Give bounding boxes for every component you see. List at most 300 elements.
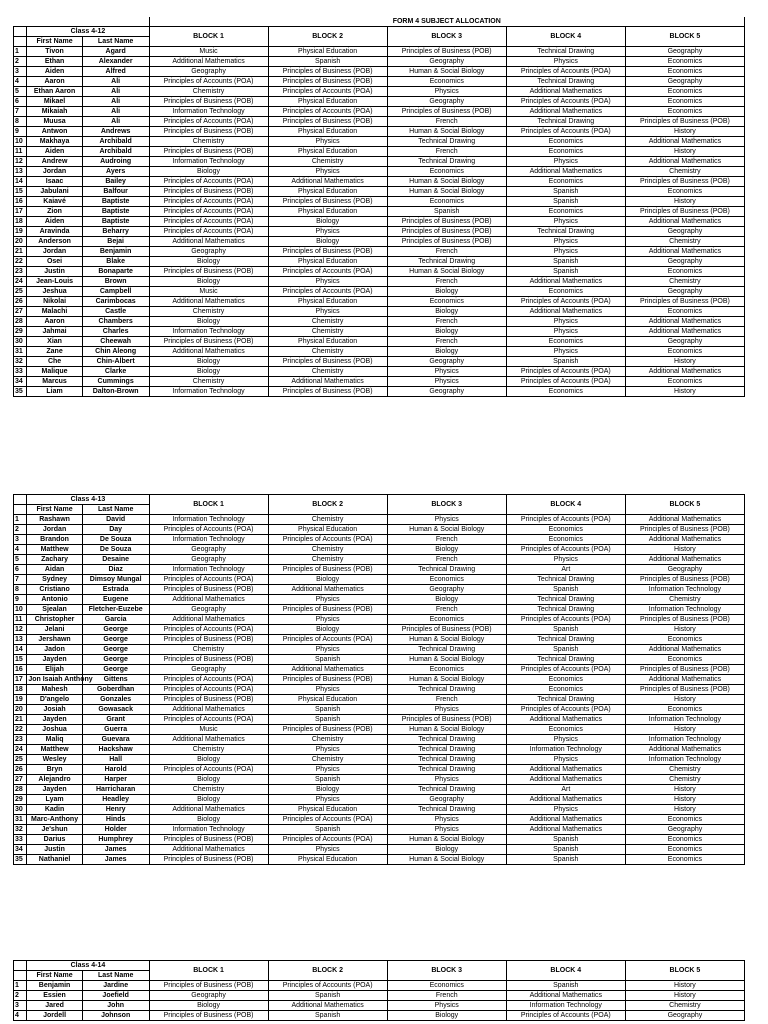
last-name-cell: Baptiste [82, 217, 149, 227]
block-4-cell: Information Technology [506, 1001, 625, 1011]
block-1-cell: Principles of Accounts (POA) [149, 207, 268, 217]
student-row [14, 287, 745, 297]
block-1-cell: Information Technology [149, 107, 268, 117]
corner-cell [14, 37, 27, 47]
block-5-cell: Economics [625, 705, 744, 715]
block-3-cell: Physics [387, 515, 506, 525]
last-name-cell: Harper [82, 775, 149, 785]
block-1-cell: Principles of Business (POB) [149, 147, 268, 157]
student-row [14, 605, 745, 615]
row-number-cell: 5 [14, 87, 27, 97]
last-name-header: Last Name [82, 505, 149, 515]
row-number-cell: 21 [14, 247, 27, 257]
block-4-cell: Additional Mathematics [506, 277, 625, 287]
first-name-cell: Justin [27, 267, 82, 277]
first-name-cell: Aaron [27, 317, 82, 327]
block-header-3: BLOCK 3 [387, 495, 506, 515]
block-5-cell: Principles of Business (POB) [625, 665, 744, 675]
row-number-cell: 27 [14, 775, 27, 785]
last-name-cell: James [82, 855, 149, 865]
student-row [14, 297, 745, 307]
student-row [14, 735, 745, 745]
block-3-cell: Technical Drawing [387, 755, 506, 765]
block-3-cell: Principles of Business (POB) [387, 237, 506, 247]
row-number-cell: 9 [14, 127, 27, 137]
student-row [14, 745, 745, 755]
block-1-cell: Biology [149, 815, 268, 825]
last-name-cell: Dimsoy Mungal [82, 575, 149, 585]
block-2-cell: Principles of Business (POB) [268, 117, 387, 127]
block-3-cell: Biology [387, 545, 506, 555]
row-number-cell: 33 [14, 367, 27, 377]
student-row [14, 1011, 745, 1021]
first-name-cell: Aiden [27, 67, 82, 77]
block-4-cell: Additional Mathematics [506, 775, 625, 785]
first-name-cell: Elijah [27, 665, 82, 675]
block-1-cell: Information Technology [149, 387, 268, 397]
block-4-cell: Physics [506, 805, 625, 815]
student-row [14, 237, 745, 247]
student-row [14, 307, 745, 317]
first-name-cell: Jahmai [27, 327, 82, 337]
corner-cell [14, 961, 27, 971]
student-row [14, 277, 745, 287]
block-1-cell: Geography [149, 67, 268, 77]
block-4-cell: Spanish [506, 197, 625, 207]
student-row [14, 685, 745, 695]
row-number-cell: 10 [14, 137, 27, 147]
block-4-cell: Physics [506, 317, 625, 327]
block-1-cell: Biology [149, 795, 268, 805]
block-2-cell: Spanish [268, 825, 387, 835]
first-name-cell: Aaron [27, 77, 82, 87]
block-2-cell: Spanish [268, 57, 387, 67]
block-3-cell: Biology [387, 307, 506, 317]
first-name-header: First Name [27, 971, 82, 981]
last-name-cell: Balfour [82, 187, 149, 197]
block-5-cell: Additional Mathematics [625, 317, 744, 327]
block-4-cell: Spanish [506, 357, 625, 367]
last-name-cell: Alfred [82, 67, 149, 77]
block-1-cell: Additional Mathematics [149, 297, 268, 307]
student-row [14, 207, 745, 217]
row-number-cell: 14 [14, 177, 27, 187]
block-2-cell: Principles of Business (POB) [268, 357, 387, 367]
block-3-cell: Economics [387, 575, 506, 585]
block-3-cell: Principles of Business (POB) [387, 227, 506, 237]
row-number-cell: 24 [14, 745, 27, 755]
block-1-cell: Additional Mathematics [149, 57, 268, 67]
block-5-cell: Economics [625, 845, 744, 855]
first-name-cell: Nikolai [27, 297, 82, 307]
block-2-cell: Chemistry [268, 555, 387, 565]
block-header-4: BLOCK 4 [506, 27, 625, 47]
block-3-cell: French [387, 337, 506, 347]
student-row [14, 137, 745, 147]
block-3-cell: Technical Drawing [387, 565, 506, 575]
block-4-cell: Art [506, 565, 625, 575]
last-name-cell: Castle [82, 307, 149, 317]
block-3-cell: Human & Social Biology [387, 127, 506, 137]
last-name-cell: John [82, 1001, 149, 1011]
block-5-cell: Chemistry [625, 1001, 744, 1011]
block-1-cell: Biology [149, 775, 268, 785]
block-2-cell: Physics [268, 845, 387, 855]
last-name-cell: Carimbocas [82, 297, 149, 307]
student-row [14, 327, 745, 337]
block-2-cell: Chemistry [268, 317, 387, 327]
last-name-cell: Blake [82, 257, 149, 267]
student-row [14, 775, 745, 785]
block-3-cell: Economics [387, 77, 506, 87]
student-row [14, 565, 745, 575]
row-number-cell: 23 [14, 735, 27, 745]
block-4-cell: Additional Mathematics [506, 307, 625, 317]
student-row [14, 377, 745, 387]
last-name-cell: Bailey [82, 177, 149, 187]
block-4-cell: Spanish [506, 267, 625, 277]
corner-cell [14, 505, 27, 515]
block-2-cell: Chemistry [268, 735, 387, 745]
block-2-cell: Physical Education [268, 127, 387, 137]
last-name-cell: Holder [82, 825, 149, 835]
first-name-cell: D'angelo [27, 695, 82, 705]
student-row [14, 317, 745, 327]
student-row [14, 625, 745, 635]
block-2-cell: Physics [268, 227, 387, 237]
block-5-cell: History [625, 991, 744, 1001]
row-number-cell: 19 [14, 227, 27, 237]
last-name-cell: George [82, 635, 149, 645]
student-row [14, 645, 745, 655]
block-4-cell: Physics [506, 247, 625, 257]
row-number-cell: 18 [14, 685, 27, 695]
last-name-cell: Ali [82, 77, 149, 87]
block-5-cell: Principles of Business (POB) [625, 575, 744, 585]
row-number-cell: 7 [14, 107, 27, 117]
block-3-cell: Biology [387, 347, 506, 357]
last-name-cell: Joefield [82, 991, 149, 1001]
block-5-cell: Economics [625, 855, 744, 865]
first-name-cell: Sjealan [27, 605, 82, 615]
row-number-cell: 10 [14, 605, 27, 615]
block-4-cell: Physics [506, 217, 625, 227]
block-5-cell: Additional Mathematics [625, 645, 744, 655]
block-5-cell: Chemistry [625, 237, 744, 247]
block-4-cell: Economics [506, 685, 625, 695]
block-5-cell: Economics [625, 187, 744, 197]
first-name-cell: Che [27, 357, 82, 367]
block-4-cell: Additional Mathematics [506, 107, 625, 117]
last-name-cell: Hackshaw [82, 745, 149, 755]
block-5-cell: Additional Mathematics [625, 535, 744, 545]
block-3-cell: Biology [387, 327, 506, 337]
student-row [14, 87, 745, 97]
last-name-cell: Guerra [82, 725, 149, 735]
block-5-cell: Geography [625, 825, 744, 835]
row-number-cell: 32 [14, 825, 27, 835]
block-3-cell: Principles of Business (POB) [387, 47, 506, 57]
row-number-cell: 1 [14, 981, 27, 991]
block-header-3: BLOCK 3 [387, 27, 506, 47]
block-3-cell: Principles of Business (POB) [387, 625, 506, 635]
student-row [14, 57, 745, 67]
block-4-cell: Economics [506, 207, 625, 217]
first-name-cell: Nathaniel [27, 855, 82, 865]
first-name-cell: Je'shun [27, 825, 82, 835]
student-row [14, 347, 745, 357]
last-name-cell: Henry [82, 805, 149, 815]
first-name-cell: Matthew [27, 745, 82, 755]
block-5-cell: Additional Mathematics [625, 247, 744, 257]
block-1-cell: Additional Mathematics [149, 705, 268, 715]
class-name: Class 4-13 [27, 495, 149, 505]
first-name-cell: Mahesh [27, 685, 82, 695]
block-2-cell: Physics [268, 615, 387, 625]
row-number-cell: 8 [14, 585, 27, 595]
student-row [14, 675, 745, 685]
row-number-cell: 30 [14, 337, 27, 347]
block-3-cell: Technical Drawing [387, 805, 506, 815]
block-1-cell: Geography [149, 545, 268, 555]
block-4-cell: Principles of Accounts (POA) [506, 297, 625, 307]
first-name-cell: Essien [27, 991, 82, 1001]
first-name-cell: Joshua [27, 725, 82, 735]
block-5-cell: Additional Mathematics [625, 157, 744, 167]
row-number-cell: 20 [14, 705, 27, 715]
block-3-cell: Principles of Business (POB) [387, 107, 506, 117]
last-name-cell: Baptiste [82, 197, 149, 207]
block-1-cell: Principles of Accounts (POA) [149, 685, 268, 695]
block-5-cell: Economics [625, 107, 744, 117]
row-number-cell: 18 [14, 217, 27, 227]
block-2-cell: Principles of Business (POB) [268, 67, 387, 77]
block-1-cell: Principles of Business (POB) [149, 337, 268, 347]
class-header-row [14, 495, 745, 505]
student-row [14, 705, 745, 715]
last-name-cell: Bejai [82, 237, 149, 247]
block-1-cell: Principles of Accounts (POA) [149, 117, 268, 127]
block-4-cell: Principles of Accounts (POA) [506, 97, 625, 107]
block-5-cell: History [625, 785, 744, 795]
row-number-cell: 16 [14, 197, 27, 207]
block-5-cell: Additional Mathematics [625, 217, 744, 227]
block-5-cell: Additional Mathematics [625, 327, 744, 337]
first-name-cell: Zane [27, 347, 82, 357]
last-name-cell: Gonzales [82, 695, 149, 705]
block-5-cell: History [625, 387, 744, 397]
block-3-cell: French [387, 147, 506, 157]
block-4-cell: Physics [506, 735, 625, 745]
corner-cell [14, 495, 27, 505]
last-name-cell: Johnson [82, 1011, 149, 1021]
block-2-cell: Additional Mathematics [268, 177, 387, 187]
block-2-cell: Physical Education [268, 297, 387, 307]
first-name-cell: Rashawn [27, 515, 82, 525]
block-2-cell: Principles of Business (POB) [268, 675, 387, 685]
block-2-cell: Additional Mathematics [268, 377, 387, 387]
block-3-cell: Technical Drawing [387, 137, 506, 147]
first-name-cell: Maliq [27, 735, 82, 745]
block-2-cell: Principles of Business (POB) [268, 387, 387, 397]
row-number-cell: 26 [14, 765, 27, 775]
block-4-cell: Physics [506, 57, 625, 67]
block-5-cell: Information Technology [625, 585, 744, 595]
block-1-cell: Biology [149, 257, 268, 267]
block-2-cell: Physics [268, 137, 387, 147]
first-name-cell: Jon Isaiah Anthony [28, 676, 93, 683]
block-1-cell: Biology [149, 167, 268, 177]
first-name-cell: Jordell [27, 1011, 82, 1021]
block-3-cell: French [387, 317, 506, 327]
row-number-cell: 12 [14, 625, 27, 635]
student-row [14, 525, 745, 535]
block-3-cell: French [387, 605, 506, 615]
block-1-cell: Principles of Accounts (POA) [149, 675, 268, 685]
first-name-header: First Name [27, 505, 82, 515]
block-3-cell: Economics [387, 167, 506, 177]
block-5-cell: Information Technology [625, 735, 744, 745]
block-1-cell: Geography [149, 605, 268, 615]
class-header-row [14, 27, 745, 37]
row-number-cell: 35 [14, 855, 27, 865]
last-name-cell: Ali [82, 107, 149, 117]
block-5-cell: Chemistry [625, 167, 744, 177]
student-row [14, 387, 745, 397]
block-3-cell: Physics [387, 1001, 506, 1011]
student-row [14, 575, 745, 585]
last-name-cell: De Souza [82, 545, 149, 555]
block-1-cell: Principles of Business (POB) [149, 127, 268, 137]
block-4-cell: Additional Mathematics [506, 715, 625, 725]
block-4-cell: Additional Mathematics [506, 991, 625, 1001]
last-name-cell: Harricharan [82, 785, 149, 795]
block-5-cell: Principles of Business (POB) [625, 117, 744, 127]
first-name-cell: Cristiano [27, 585, 82, 595]
block-5-cell: Economics [625, 635, 744, 645]
row-number-cell: 4 [14, 545, 27, 555]
block-header-3: BLOCK 3 [387, 961, 506, 981]
row-number-cell: 27 [14, 307, 27, 317]
student-row [14, 157, 745, 167]
first-name-cell: Malachi [27, 307, 82, 317]
row-number-cell: 4 [14, 1011, 27, 1021]
block-3-cell: Principles of Business (POB) [387, 217, 506, 227]
block-header-5: BLOCK 5 [625, 961, 744, 981]
block-1-cell: Geography [149, 665, 268, 675]
last-name-cell: Chin Aleong [82, 347, 149, 357]
block-4-cell: Principles of Accounts (POA) [506, 127, 625, 137]
row-number-cell: 5 [14, 555, 27, 565]
block-1-cell: Additional Mathematics [149, 615, 268, 625]
row-number-cell: 33 [14, 835, 27, 845]
first-name-cell: Josiah [27, 705, 82, 715]
block-header-2: BLOCK 2 [268, 495, 387, 515]
row-number-cell: 24 [14, 277, 27, 287]
block-1-cell: Biology [149, 277, 268, 287]
last-name-cell: Beharry [82, 227, 149, 237]
block-4-cell: Technical Drawing [506, 695, 625, 705]
block-4-cell: Technical Drawing [506, 77, 625, 87]
student-row [14, 117, 745, 127]
block-1-cell: Chemistry [149, 785, 268, 795]
student-row [14, 585, 745, 595]
last-name-cell: Dalton-Brown [82, 387, 149, 397]
block-3-cell: Biology [387, 287, 506, 297]
block-4-cell: Spanish [506, 981, 625, 991]
block-2-cell: Physics [268, 765, 387, 775]
row-number-cell: 3 [14, 535, 27, 545]
last-name-cell: Ali [82, 87, 149, 97]
first-name-cell: Jean-Louis [27, 277, 82, 287]
block-4-cell: Principles of Accounts (POA) [506, 615, 625, 625]
first-name-cell: Jelani [27, 625, 82, 635]
student-row [14, 981, 745, 991]
block-3-cell: Technical Drawing [387, 765, 506, 775]
block-2-cell: Physical Education [268, 187, 387, 197]
block-5-cell: Geography [625, 227, 744, 237]
student-row [14, 337, 745, 347]
first-name-cell: Jayden [27, 785, 82, 795]
block-5-cell: Economics [625, 347, 744, 357]
block-3-cell: Economics [387, 981, 506, 991]
block-header-2: BLOCK 2 [268, 961, 387, 981]
block-2-cell: Principles of Business (POB) [268, 605, 387, 615]
block-5-cell: Information Technology [625, 605, 744, 615]
block-2-cell: Principles of Accounts (POA) [268, 267, 387, 277]
block-1-cell: Principles of Accounts (POA) [149, 177, 268, 187]
block-1-cell: Chemistry [149, 745, 268, 755]
block-1-cell: Additional Mathematics [149, 845, 268, 855]
block-1-cell: Additional Mathematics [149, 805, 268, 815]
first-name-cell: Kaiavé [27, 197, 82, 207]
block-5-cell: Geography [625, 287, 744, 297]
block-2-cell: Chemistry [268, 327, 387, 337]
block-3-cell: Technical Drawing [387, 157, 506, 167]
last-name-header: Last Name [82, 971, 149, 981]
block-4-cell: Information Technology [506, 745, 625, 755]
row-number-cell: 28 [14, 317, 27, 327]
block-3-cell: Physics [387, 775, 506, 785]
row-number-cell: 32 [14, 357, 27, 367]
block-3-cell: French [387, 247, 506, 257]
block-2-cell: Physics [268, 795, 387, 805]
block-2-cell: Spanish [268, 715, 387, 725]
student-row [14, 127, 745, 137]
student-row [14, 197, 745, 207]
block-3-cell: Geography [387, 357, 506, 367]
student-row [14, 177, 745, 187]
last-name-cell: James [82, 845, 149, 855]
row-number-cell: 2 [14, 991, 27, 1001]
block-4-cell: Principles of Accounts (POA) [506, 367, 625, 377]
block-1-cell: Principles of Business (POB) [149, 835, 268, 845]
block-4-cell: Economics [506, 535, 625, 545]
last-name-cell: Garcia [82, 615, 149, 625]
block-3-cell: Biology [387, 595, 506, 605]
block-2-cell: Biology [268, 217, 387, 227]
block-1-cell: Music [149, 47, 268, 57]
last-name-cell: Eugene [82, 595, 149, 605]
block-5-cell: Principles of Business (POB) [625, 615, 744, 625]
block-5-cell: History [625, 805, 744, 815]
row-number-cell: 7 [14, 575, 27, 585]
student-row [14, 785, 745, 795]
block-3-cell: Human & Social Biology [387, 177, 506, 187]
student-row [14, 655, 745, 665]
row-number-cell: 3 [14, 1001, 27, 1011]
block-5-cell: Geography [625, 47, 744, 57]
